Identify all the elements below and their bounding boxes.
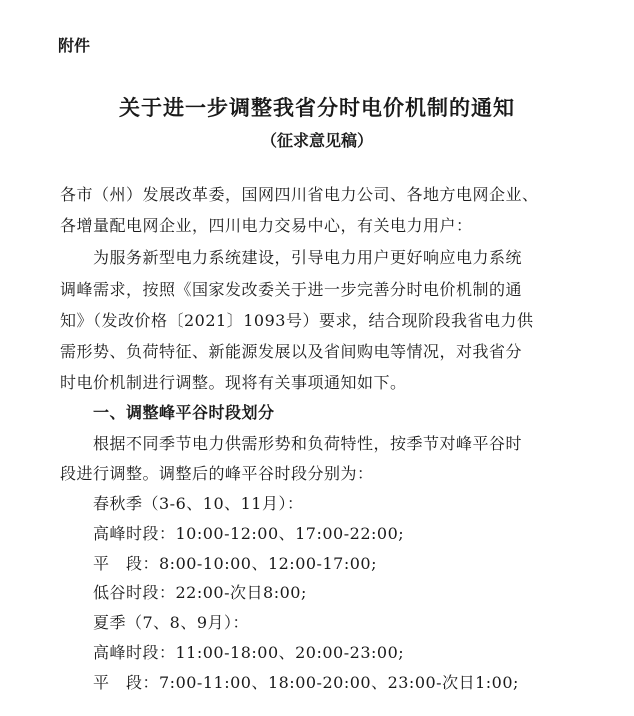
line-16: 平 段：7:00-11:00、18:00-20:00、23:00-次日1:00; <box>60 673 519 692</box>
line-9: 段进行调整。调整后的峰平谷时段分别为： <box>60 464 374 483</box>
line-14: 夏季（7、8、9月）： <box>60 613 250 632</box>
line-4: 知》（发改价格〔2021〕1093号）要求，结合现阶段我省电力供 <box>60 311 534 330</box>
line-5: 需形势、负荷特征、新能源发展以及省间购电等情况，对我省分 <box>60 342 523 361</box>
line-13: 低谷时段：22:00-次日8:00; <box>60 583 307 602</box>
line-0: 各市（州）发展改革委，国网四川省电力公司、各地方电网企业、 <box>60 185 539 204</box>
line-2: 为服务新型电力系统建设，引导电力用户更好响应电力系统 <box>60 248 523 267</box>
line-15: 高峰时段：11:00-18:00、20:00-23:00; <box>60 643 405 662</box>
line-8: 根据不同季节电力供需形势和负荷特性，按季节对峰平谷时 <box>60 434 523 453</box>
line-11: 高峰时段：10:00-12:00、17:00-22:00; <box>60 524 405 543</box>
attachment-label: 附件 <box>58 36 91 55</box>
document-subtitle: （征求意见稿） <box>260 131 373 150</box>
line-10: 春秋季（3-6、10、11月）： <box>60 494 304 513</box>
section-heading-1: 一、调整峰平谷时段划分 <box>60 403 275 422</box>
document-title: 关于进一步调整我省分时电价机制的通知 <box>119 95 515 120</box>
line-12: 平 段：8:00-10:00、12:00-17:00; <box>60 554 377 573</box>
line-1: 各增量配电网企业，四川电力交易中心，有关电力用户： <box>60 216 473 235</box>
line-6: 时电价机制进行调整。现将有关事项通知如下。 <box>60 373 407 392</box>
line-3: 调峰需求，按照《国家发改委关于进一步完善分时电价机制的通 <box>60 280 523 299</box>
